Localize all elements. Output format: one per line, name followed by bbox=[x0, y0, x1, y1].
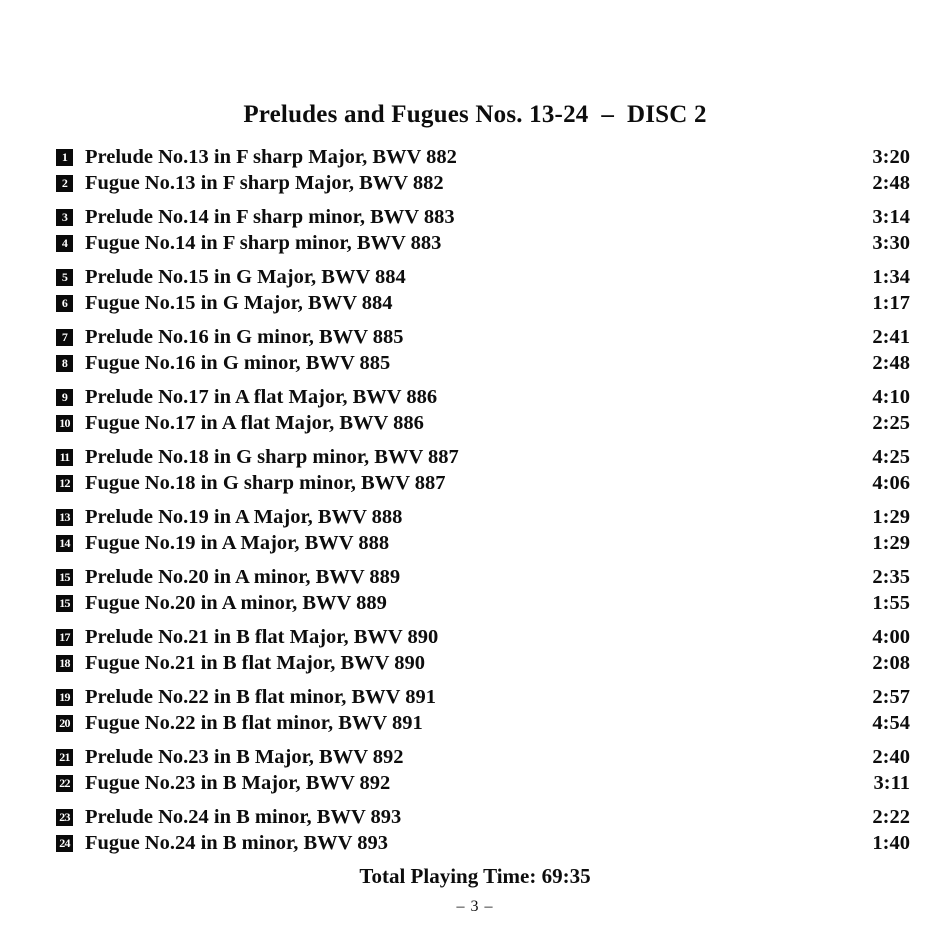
track-duration: 4:06 bbox=[872, 471, 910, 494]
track-row bbox=[56, 230, 910, 256]
track-row bbox=[56, 624, 910, 650]
track-pair bbox=[56, 684, 910, 736]
track-duration: 1:34 bbox=[872, 265, 910, 288]
track-duration: 2:48 bbox=[872, 351, 910, 374]
track-number-badge: 20 bbox=[56, 715, 73, 732]
page-title: Preludes and Fugues Nos. 13-24 – DISC 2 bbox=[243, 101, 707, 128]
track-row bbox=[56, 264, 910, 290]
track-title: Fugue No.22 in B flat minor, BWV 891 bbox=[85, 711, 423, 734]
track-row bbox=[56, 650, 910, 676]
track-duration: 1:55 bbox=[872, 591, 910, 614]
track-row bbox=[56, 530, 910, 556]
track-duration: 2:40 bbox=[872, 745, 910, 768]
track-number-badge: 9 bbox=[56, 389, 73, 406]
track-row bbox=[56, 204, 910, 230]
track-number-badge: 2 bbox=[56, 175, 73, 192]
track-title: Prelude No.22 in B flat minor, BWV 891 bbox=[85, 685, 436, 708]
track-row bbox=[56, 144, 910, 170]
track-duration: 2:35 bbox=[872, 565, 910, 588]
track-row bbox=[56, 504, 910, 530]
track-title: Fugue No.16 in G minor, BWV 885 bbox=[85, 351, 391, 374]
track-title: Fugue No.21 in B flat Major, BWV 890 bbox=[85, 651, 425, 674]
page-number: – 3 – bbox=[456, 898, 494, 915]
track-title: Prelude No.21 in B flat Major, BWV 890 bbox=[85, 625, 439, 648]
track-number-badge: 3 bbox=[56, 209, 73, 226]
track-number-badge: 7 bbox=[56, 329, 73, 346]
track-list bbox=[0, 144, 950, 856]
track-number-badge: 10 bbox=[56, 415, 73, 432]
track-number-badge: 23 bbox=[56, 809, 73, 826]
track-pair bbox=[56, 624, 910, 676]
track-row bbox=[56, 350, 910, 376]
track-number-badge: 5 bbox=[56, 269, 73, 286]
total-playing-time: Total Playing Time: 69:35 bbox=[359, 864, 591, 888]
track-duration: 3:11 bbox=[873, 771, 910, 794]
track-pair bbox=[56, 204, 910, 256]
track-number-badge: 14 bbox=[56, 535, 73, 552]
track-title: Fugue No.19 in A Major, BWV 888 bbox=[85, 531, 390, 554]
track-pair bbox=[56, 504, 910, 556]
track-duration: 3:14 bbox=[872, 205, 910, 228]
track-number-badge: 13 bbox=[56, 509, 73, 526]
track-duration: 2:22 bbox=[872, 805, 910, 828]
track-title: Fugue No.20 in A minor, BWV 889 bbox=[85, 591, 387, 614]
track-title: Prelude No.15 in G Major, BWV 884 bbox=[85, 265, 406, 288]
track-title: Fugue No.14 in F sharp minor, BWV 883 bbox=[85, 231, 442, 254]
track-number-badge: 1 bbox=[56, 149, 73, 166]
track-title: Fugue No.24 in B minor, BWV 893 bbox=[85, 831, 388, 854]
track-pair bbox=[56, 144, 910, 196]
track-duration: 3:20 bbox=[872, 145, 910, 168]
track-title: Prelude No.18 in G sharp minor, BWV 887 bbox=[85, 445, 459, 468]
track-number-badge: 24 bbox=[56, 835, 73, 852]
track-pair bbox=[56, 444, 910, 496]
track-number-badge: 18 bbox=[56, 655, 73, 672]
track-number-badge: 11 bbox=[56, 449, 73, 466]
track-duration: 2:48 bbox=[872, 171, 910, 194]
track-row bbox=[56, 290, 910, 316]
track-row bbox=[56, 324, 910, 350]
track-pair bbox=[56, 804, 910, 856]
track-number-badge: 21 bbox=[56, 749, 73, 766]
track-duration: 4:10 bbox=[872, 385, 910, 408]
track-pair bbox=[56, 744, 910, 796]
track-title: Prelude No.14 in F sharp minor, BWV 883 bbox=[85, 205, 455, 228]
track-duration: 4:00 bbox=[872, 625, 910, 648]
track-title: Prelude No.13 in F sharp Major, BWV 882 bbox=[85, 145, 457, 168]
track-duration: 4:54 bbox=[872, 711, 910, 734]
track-duration: 1:40 bbox=[872, 831, 910, 854]
track-row bbox=[56, 564, 910, 590]
track-title: Prelude No.17 in A flat Major, BWV 886 bbox=[85, 385, 438, 408]
track-row bbox=[56, 710, 910, 736]
track-row bbox=[56, 590, 910, 616]
track-duration: 3:30 bbox=[872, 231, 910, 254]
track-title: Prelude No.23 in B Major, BWV 892 bbox=[85, 745, 404, 768]
track-duration: 1:29 bbox=[872, 531, 910, 554]
track-title: Fugue No.18 in G sharp minor, BWV 887 bbox=[85, 471, 446, 494]
track-row bbox=[56, 684, 910, 710]
track-pair bbox=[56, 324, 910, 376]
track-number-badge: 12 bbox=[56, 475, 73, 492]
track-title: Fugue No.15 in G Major, BWV 884 bbox=[85, 291, 393, 314]
track-duration: 4:25 bbox=[872, 445, 910, 468]
track-number-badge: 22 bbox=[56, 775, 73, 792]
track-title: Fugue No.23 in B Major, BWV 892 bbox=[85, 771, 391, 794]
track-row bbox=[56, 410, 910, 436]
track-title: Fugue No.13 in F sharp Major, BWV 882 bbox=[85, 171, 444, 194]
track-number-badge: 15 bbox=[56, 569, 73, 586]
track-row bbox=[56, 444, 910, 470]
track-row bbox=[56, 744, 910, 770]
track-row bbox=[56, 384, 910, 410]
track-title: Prelude No.24 in B minor, BWV 893 bbox=[85, 805, 402, 828]
track-duration: 2:08 bbox=[872, 651, 910, 674]
track-row bbox=[56, 830, 910, 856]
track-duration: 2:25 bbox=[872, 411, 910, 434]
track-row bbox=[56, 770, 910, 796]
track-number-badge: 15 bbox=[56, 595, 73, 612]
track-title: Prelude No.16 in G minor, BWV 885 bbox=[85, 325, 404, 348]
track-duration: 2:41 bbox=[872, 325, 910, 348]
track-number-badge: 19 bbox=[56, 689, 73, 706]
track-number-badge: 8 bbox=[56, 355, 73, 372]
track-duration: 1:17 bbox=[872, 291, 910, 314]
track-pair bbox=[56, 264, 910, 316]
track-row bbox=[56, 170, 910, 196]
track-pair bbox=[56, 564, 910, 616]
track-row bbox=[56, 804, 910, 830]
track-duration: 2:57 bbox=[872, 685, 910, 708]
track-number-badge: 6 bbox=[56, 295, 73, 312]
track-pair bbox=[56, 384, 910, 436]
track-title: Fugue No.17 in A flat Major, BWV 886 bbox=[85, 411, 424, 434]
track-number-badge: 17 bbox=[56, 629, 73, 646]
track-row bbox=[56, 470, 910, 496]
track-duration: 1:29 bbox=[872, 505, 910, 528]
track-title: Prelude No.19 in A Major, BWV 888 bbox=[85, 505, 403, 528]
track-number-badge: 4 bbox=[56, 235, 73, 252]
track-title: Prelude No.20 in A minor, BWV 889 bbox=[85, 565, 401, 588]
